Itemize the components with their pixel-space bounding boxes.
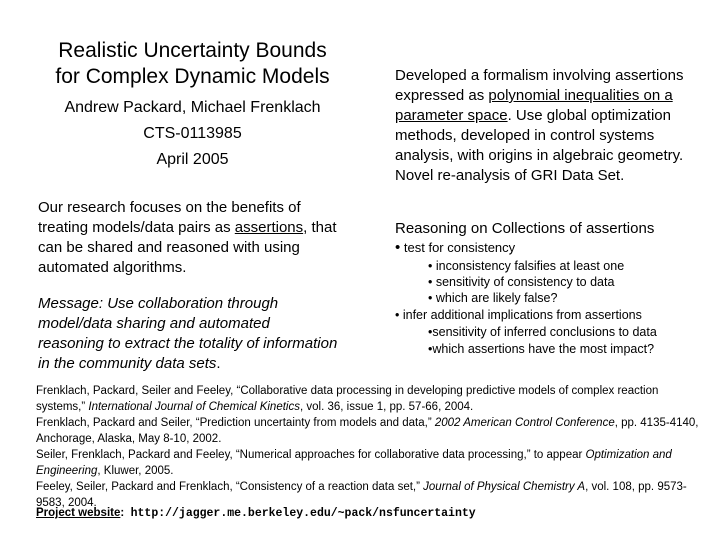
project-website-url[interactable]: http://jagger.me.berkeley.edu/~pack/nsfuncertainty (130, 507, 476, 520)
sub-bullet: • sensitivity of consistency to data (428, 275, 615, 289)
reference-item: Feeley, Seiler, Packard and Frenklach, “Consistency of a reaction data set,” Journal of Physical Chemistry A, vol. 108, pp. 9573-9583, 2004. (36, 481, 687, 509)
research-summary (38, 198, 338, 278)
page-title (20, 38, 365, 90)
project-website-label: Project website (36, 507, 121, 519)
title-line-1: Realistic Uncertainty Bounds (58, 39, 327, 62)
date: April 2005 (156, 151, 229, 168)
sub-bullet: •sensitivity of inferred conclusions to data (428, 325, 657, 339)
reference-item: Frenklach, Packard and Seiler, “Prediction uncertainty from models and data,” 2002 American Control Conference, pp. 4135-4140, Anchorage, Alaska, May 8-10, 2002. (36, 417, 699, 445)
summary-text-after: , that can be shared and reasoned with using automated algorithms. (38, 219, 337, 276)
bullet-implications-text: infer additional implications from assertions (402, 308, 642, 322)
project-website-colon: : (120, 507, 125, 519)
reasoning-heading: Reasoning on Collections of assertions (395, 220, 655, 237)
message-body: Message: Use collaboration through model/data sharing and automated reasoning to extract the totality of information in the community data sets (38, 295, 338, 372)
bullet-implications: • infer additional implications from assertions (395, 308, 642, 322)
summary-text-before: Our research focuses on the benefits of treating models/data pairs as (38, 199, 301, 236)
reference-item: Frenklach, Packard, Seiler and Feeley, “Collaborative data processing in developing predictive models of complex reaction systems,” International Journal of Chemical Kinetics, vol. 36, issue 1, pp. 57-66, 2004. (36, 385, 659, 413)
formalism-text (395, 66, 705, 186)
title-line-2: for Complex Dynamic Models (55, 65, 330, 88)
authors: Andrew Packard, Michael Frenklach (64, 99, 321, 116)
sub-bullet: • which are likely false? (428, 291, 558, 305)
reference-item: Seiler, Frenklach, Packard and Feeley, “Numerical approaches for collaborative data processing,” to appear Optimization and Engineering, Kluwer, 2005. (36, 449, 672, 477)
bullet-consistency-text: test for consistency (403, 240, 516, 255)
sub-bullet: •which assertions have the most impact? (428, 342, 655, 356)
references (36, 384, 706, 512)
message-period: . (216, 355, 221, 372)
project-website (36, 507, 476, 520)
bullet-consistency: • test for consistency (395, 239, 516, 256)
polynomial-term: polynomial inequalities on a parameter space (395, 87, 673, 124)
message-text (38, 294, 338, 374)
sub-bullet: • inconsistency falsifies at least one (428, 259, 625, 273)
formalism-after: . Use global optimization methods, developed in control systems analysis, with origins in algebraic geometry. Novel re-analysis of GRI Data Set. (395, 107, 684, 184)
assertions-term: assertions (234, 219, 304, 236)
formalism-before: Developed a formalism involving assertions expressed as (395, 67, 684, 104)
grant-number: CTS-0113985 (143, 125, 242, 142)
